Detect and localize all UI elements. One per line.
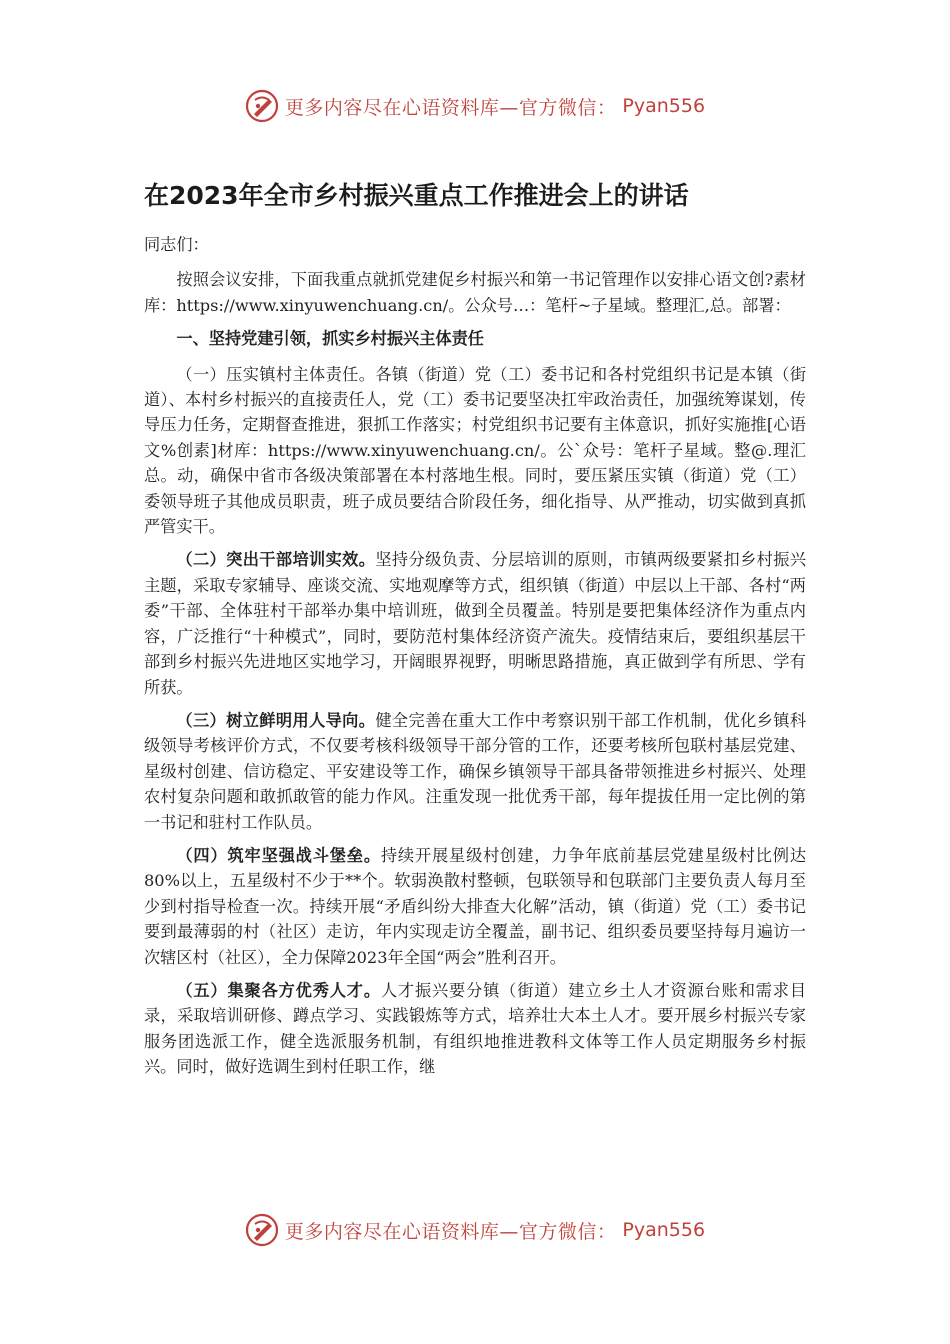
intro-paragraph: 按照会议安排，下面我重点就抓党建促乡村振兴和第一书记管理作以安排心语文创?素材库：https://www.xinyuwenchuang.cn/。公众号…：笔杆~子星域。整理汇,总。部署： <box>144 270 806 315</box>
logo-icon <box>245 1213 279 1247</box>
item-body: 各镇（街道）党（工）委书记和各村党组织书记是本镇（街道）、本村乡村振兴的直接责任人，党（工）委书记要坚决扛牢政治责任，加强统筹谋划，传导压力任务，定期督查推进，狠抓工作落实；村党组织书记要有主体意识，抓好实施推[心语文%创素]材库：https://www.xinyuwenchuang.cn/。公`众号：笔杆子星域。整@.理汇总。动，确保中省市各级决策部署在本村落地生根。同时，要压紧压实镇（街道）党（工）委领导班子其他成员职责，班子成员要结合阶段任务，细化指导、从严推动，切实做到真抓严管实干。 <box>144 364 807 537</box>
header-banner <box>0 86 950 126</box>
item-lead: （三）树立鲜明用人导向。 <box>176 710 376 730</box>
logo-icon <box>245 89 279 123</box>
section-heading: 一、坚持党建引领，抓实乡村振兴主体责任 <box>176 329 484 349</box>
item-body: 持续开展星级村创建，力争年底前基层党建星级村比例达80%以上，五星级村不少于**个。软弱涣散村整顿，包联领导和包联部门主要负责人每月至少到村指导检查一次。持续开展“矛盾纠纷大排查大化解”活动，镇（街道）党（工）委书记要到最薄弱的村（社区）走访，年内实现走访全覆盖，副书记、组织委员要坚持每月遍访一次辖区村（社区），全力保障2023年全国“两会”胜利召开。 <box>144 845 807 967</box>
paragraph-item-3 <box>144 708 806 835</box>
paragraph-item-2 <box>144 547 806 699</box>
item-lead: （一）压实镇村主体责任。 <box>176 364 376 384</box>
footer-banner <box>0 1210 950 1250</box>
page-title: 在2023年全市乡村振兴重点工作推进会上的讲话 <box>144 181 689 210</box>
item-lead: （二）突出干部培训实效。 <box>176 550 376 570</box>
document-body <box>144 232 806 1088</box>
banner-text: 更多内容尽在心语资料库—官方微信： <box>284 96 617 119</box>
banner-handle: Pyan556 <box>622 95 706 117</box>
banner-text: 更多内容尽在心语资料库—官方微信： <box>284 1220 617 1243</box>
greeting: 同志们： <box>144 235 209 254</box>
paragraph-item-1 <box>144 362 806 540</box>
item-body: 坚持分级负责、分层培训的原则，市镇两级要紧扣乡村振兴主题，采取专家辅导、座谈交流、实地观摩等方式，组织镇（街道）中层以上干部、各村“两委”干部、全体驻村干部举办集中培训班，做到全员覆盖。特别是要把集体经济作为重点内容，广泛推行“十种模式”，同时，要防范村集体经济资产流失。疫情结束后，要组织基层干部到乡村振兴先进地区实地学习，开阔眼界视野，明晰思路措施，真正做到学有所思、学有所获。 <box>144 550 807 697</box>
paragraph-item-5 <box>144 978 806 1080</box>
item-body: 健全完善在重大工作中考察识别干部工作机制，优化乡镇科级领导考核评价方式，不仅要考核科级领导干部分管的工作，还要考核所包联村基层党建、星级村创建、信访稳定、平安建设等工作，确保乡镇领导干部具备带领推进乡村振兴、处理农村复杂问题和敢抓敢管的能力作风。注重发现一批优秀干部，每年提拔任用一定比例的第一书记和驻村工作队员。 <box>144 710 807 832</box>
banner-handle: Pyan556 <box>622 1219 706 1241</box>
item-lead: （四）筑牢坚强战斗堡垒。 <box>176 845 381 865</box>
item-lead: （五）集聚各方优秀人才。 <box>176 980 381 1000</box>
item-body: 人才振兴要分镇（街道）建立乡土人才资源台账和需求目录，采取培训研修、蹲点学习、实践锻炼等方式，培养壮大本土人才。要开展乡村振兴专家服务团选派工作，健全选派服务机制，有组织地推进教科文体等工作人员定期服务乡村振兴。同时，做好选调生到村任职工作，继 <box>144 980 807 1077</box>
paragraph-item-4 <box>144 843 806 970</box>
